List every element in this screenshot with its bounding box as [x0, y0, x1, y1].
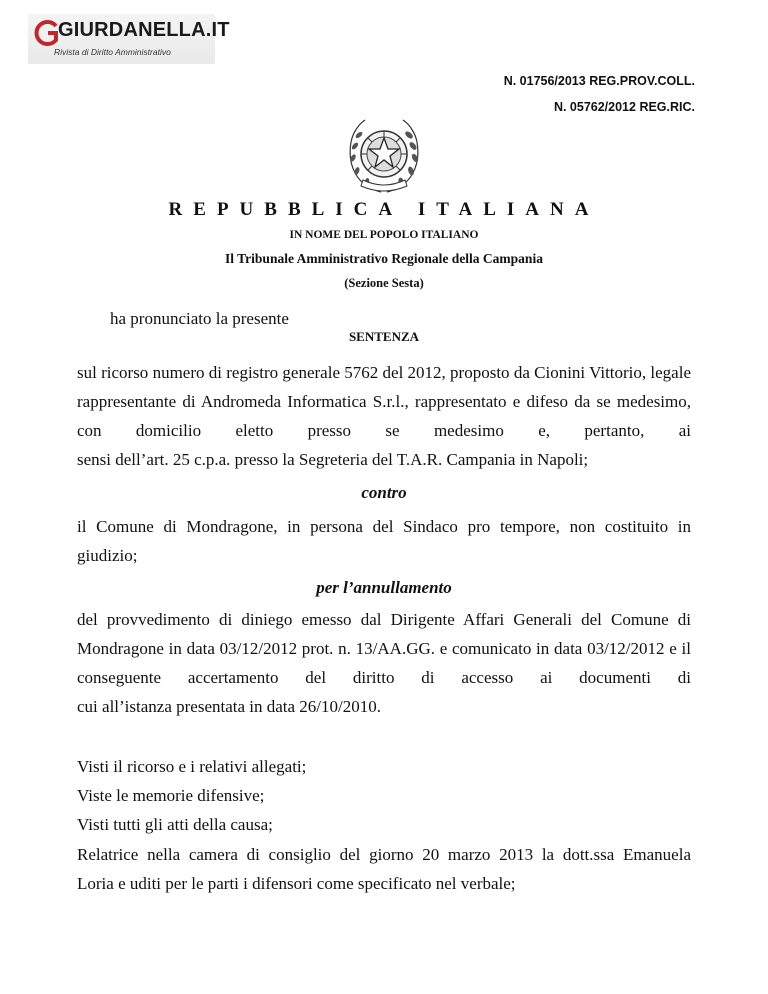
- annullamento-text: del provvedimento di diniego emesso dal Dirigente Affari Generali del Comune di Mondragone in data 03/12/2012 prot. n. 13/AA.GG. e comunicato in data 03/12/2012 e il conseguente accertamento del diritto di accesso ai documenti di: [77, 610, 691, 687]
- logo-g-icon: [34, 18, 60, 48]
- logo-name-main: GIURDANELLA: [58, 19, 206, 41]
- ricorso-text-last: sensi dell’art. 25 c.p.a. presso la Segreteria del T.A.R. Campania in Napoli;: [77, 450, 589, 469]
- case-references: [504, 68, 695, 120]
- pronunciato-text: ha pronunciato la presente: [110, 309, 289, 328]
- annullamento-text-last: cui all’istanza presentata in data 26/10/2010.: [77, 697, 382, 716]
- logo-name: [58, 19, 230, 42]
- in-nome-heading: IN NOME DEL POPOLO ITALIANO: [289, 229, 479, 241]
- logo-tagline: Rivista di Diritto Amministrativo: [54, 47, 171, 57]
- contro-heading: contro: [361, 483, 407, 502]
- ref-reg-ric: N. 05762/2012 REG.RIC.: [553, 100, 695, 114]
- logo-name-tld: .IT: [205, 19, 230, 41]
- italian-republic-emblem-icon: [341, 114, 427, 196]
- relatrice-paragraph: [77, 840, 691, 898]
- visti-ricorso-line: Visti il ricorso e i relativi allegati;: [77, 757, 307, 776]
- ricorso-text: sul ricorso numero di registro generale 5762 del 2012, proposto da Cionini Vittorio, legale rappresentante di Andromeda Informatica S.r.l., rappresentato e difeso da se medesimo, con domicilio eletto presso se medesimo e, pertanto, ai: [77, 363, 691, 440]
- contro-paragraph: [77, 512, 691, 570]
- viste-memorie-line: Viste le memorie difensive;: [77, 786, 265, 805]
- sentenza-heading: SENTENZA: [348, 329, 420, 344]
- ricorso-paragraph: [77, 358, 691, 474]
- contro-text-last: giudizio;: [77, 546, 138, 565]
- contro-text: il Comune di Mondragone, in persona del Sindaco pro tempore, non costituito in: [77, 517, 691, 536]
- visti-atti-line: Visti tutti gli atti della causa;: [77, 815, 273, 834]
- relatrice-text-last: Loria e uditi per le parti i difensori come specificato nel verbale;: [77, 874, 516, 893]
- publisher-logo: [28, 14, 230, 64]
- ref-prov-coll: N. 01756/2013 REG.PROV.COLL.: [503, 74, 695, 88]
- tribunale-heading: Il Tribunale Amministrativo Regionale della Campania: [225, 251, 543, 266]
- sezione-heading: (Sezione Sesta): [344, 276, 424, 290]
- republic-heading: REPUBBLICA ITALIANA: [168, 199, 600, 220]
- relatrice-text: Relatrice nella camera di consiglio del giorno 20 marzo 2013 la dott.ssa Emanuela: [77, 845, 691, 864]
- annullamento-paragraph: [77, 605, 691, 721]
- annullamento-heading: per l’annullamento: [316, 578, 452, 597]
